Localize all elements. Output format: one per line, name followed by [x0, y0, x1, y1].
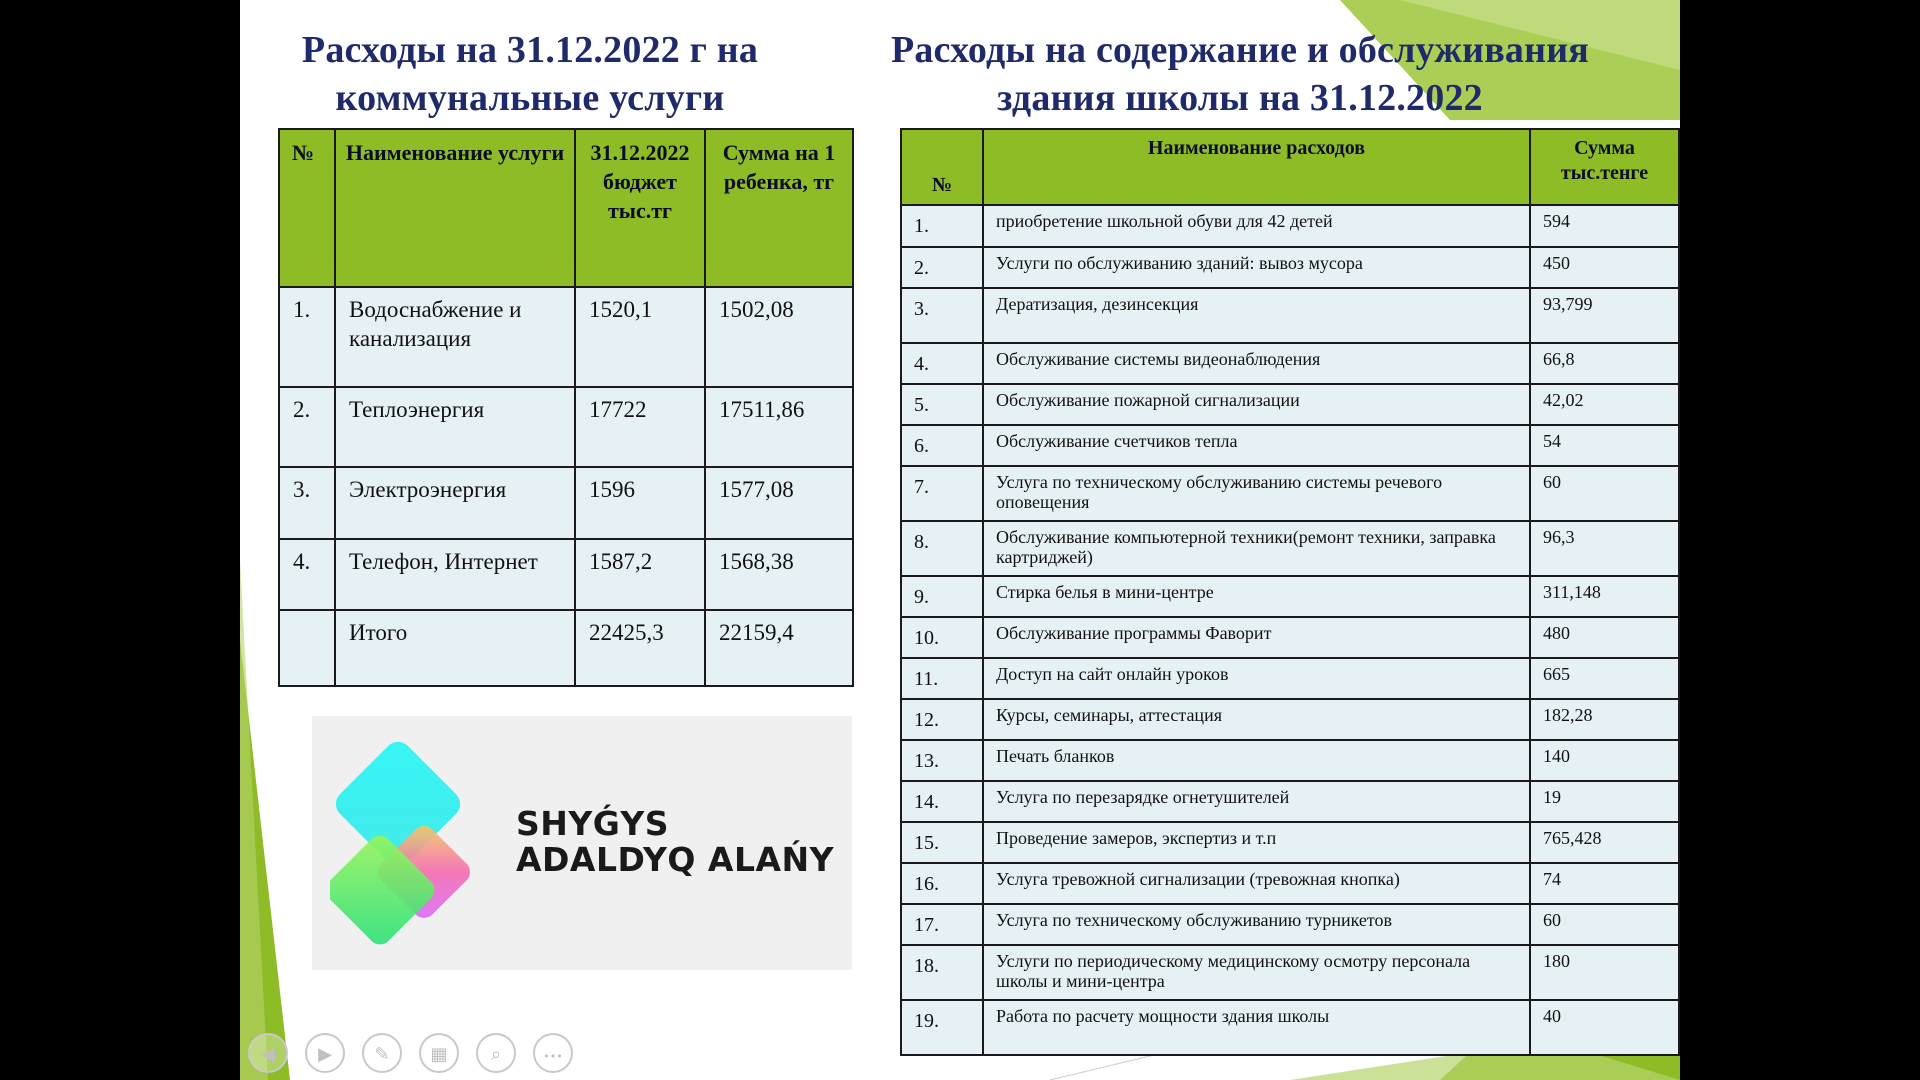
expense-name: Работа по расчету мощности здания школы [983, 1000, 1530, 1055]
expense-amount: 180 [1530, 945, 1679, 1000]
row-number: 4. [279, 539, 335, 610]
expense-amount: 480 [1530, 617, 1679, 658]
logo-line-2: ADALDYQ ALAŃY [516, 840, 835, 879]
column-header-amount: Сумма тыс.тенге [1530, 129, 1679, 205]
row-number: 6. [901, 425, 983, 466]
table-row [279, 539, 853, 610]
table-row [901, 904, 1679, 945]
service-name: Телефон, Интернет [335, 539, 575, 610]
expense-amount: 19 [1530, 781, 1679, 822]
expense-amount: 54 [1530, 425, 1679, 466]
row-number: 5. [901, 384, 983, 425]
maintenance-expenses-table [900, 128, 1680, 1056]
expense-name: Услуга по техническому обслуживанию системы речевого оповещения [983, 466, 1530, 521]
per-child-value: 17511,86 [705, 387, 853, 467]
previous-button[interactable] [248, 1033, 288, 1073]
column-header-per-child: Сумма на 1 ребенка, тг [705, 129, 853, 287]
table-header-row [901, 129, 1679, 205]
expense-name: Обслуживание счетчиков тепла [983, 425, 1530, 466]
budget-value: 1596 [575, 467, 705, 539]
table-row [901, 466, 1679, 521]
expense-amount: 42,02 [1530, 384, 1679, 425]
zoom-icon: ⌕ [490, 1044, 502, 1065]
row-number: 10. [901, 617, 983, 658]
expense-name: Услуга по техническому обслуживанию турникетов [983, 904, 1530, 945]
expense-amount: 182,28 [1530, 699, 1679, 740]
expense-name: Услуга тревожной сигнализации (тревожная кнопка) [983, 863, 1530, 904]
expense-name: Стирка белья в мини-центре [983, 576, 1530, 617]
column-header-number: № [279, 129, 335, 287]
row-number: 15. [901, 822, 983, 863]
expense-amount: 450 [1530, 247, 1679, 288]
more-icon: ••• [543, 1050, 563, 1063]
row-number: 8. [901, 521, 983, 576]
row-number: 11. [901, 658, 983, 699]
row-number: 1. [279, 287, 335, 387]
expenses-body [901, 205, 1679, 1055]
expense-amount: 60 [1530, 466, 1679, 521]
expense-amount: 140 [1530, 740, 1679, 781]
table-row [901, 1000, 1679, 1055]
expense-name: Услуги по обслуживанию зданий: вывоз мусора [983, 247, 1530, 288]
logo-wordmark [516, 806, 834, 878]
table-row [901, 699, 1679, 740]
expense-amount: 765,428 [1530, 822, 1679, 863]
more-button[interactable] [533, 1033, 573, 1073]
expense-name: Доступ на сайт онлайн уроков [983, 658, 1530, 699]
expense-name: Курсы, семинары, аттестация [983, 699, 1530, 740]
expense-name: Обслуживание программы Фаворит [983, 617, 1530, 658]
expense-amount: 74 [1530, 863, 1679, 904]
expense-name: Обслуживание пожарной сигнализации [983, 384, 1530, 425]
next-icon: ▶ [318, 1044, 332, 1065]
service-name: Электроэнергия [335, 467, 575, 539]
table-row [901, 781, 1679, 822]
per-child-value: 1577,08 [705, 467, 853, 539]
expense-amount: 66,8 [1530, 343, 1679, 384]
total-per-child-value: 22159,4 [705, 610, 853, 686]
expense-name: Услуги по периодическому медицинскому осмотру персонала школы и мини-центра [983, 945, 1530, 1000]
logo-mark-icon [330, 738, 490, 958]
slide [240, 0, 1680, 1080]
expense-amount: 665 [1530, 658, 1679, 699]
row-number: 19. [901, 1000, 983, 1055]
maintenance-title: Расходы на содержание и обслуживания здания школы на 31.12.2022 [890, 29, 1590, 119]
expense-amount: 594 [1530, 205, 1679, 247]
table-row [279, 467, 853, 539]
slides-grid-button[interactable] [419, 1033, 459, 1073]
row-number: 7. [901, 466, 983, 521]
per-child-value: 1568,38 [705, 539, 853, 610]
service-name: Теплоэнергия [335, 387, 575, 467]
expense-name: Проведение замеров, экспертиз и т.п [983, 822, 1530, 863]
table-row [901, 521, 1679, 576]
row-number: 2. [901, 247, 983, 288]
table-row [901, 945, 1679, 1000]
table-row [901, 863, 1679, 904]
utilities-title: Расходы на 31.12.2022 г на коммунальные услуги [301, 29, 759, 119]
row-number: 13. [901, 740, 983, 781]
expense-amount: 96,3 [1530, 521, 1679, 576]
table-row [901, 288, 1679, 343]
next-button[interactable] [305, 1033, 345, 1073]
total-budget-value: 22425,3 [575, 610, 705, 686]
table-header-row [279, 129, 853, 287]
expense-amount: 311,148 [1530, 576, 1679, 617]
expense-amount: 40 [1530, 1000, 1679, 1055]
utilities-table [278, 128, 854, 687]
expense-amount: 93,799 [1530, 288, 1679, 343]
budget-value: 1520,1 [575, 287, 705, 387]
total-row [279, 610, 853, 686]
expense-amount: 60 [1530, 904, 1679, 945]
table-row [901, 822, 1679, 863]
row-number: 2. [279, 387, 335, 467]
row-number [279, 610, 335, 686]
pen-icon: ✎ [374, 1044, 390, 1065]
table-row [279, 287, 853, 387]
row-number: 4. [901, 343, 983, 384]
row-number: 3. [901, 288, 983, 343]
table-row [901, 617, 1679, 658]
logo-banner [312, 716, 852, 970]
table-row [901, 247, 1679, 288]
row-number: 12. [901, 699, 983, 740]
slides-grid-icon: ▦ [430, 1044, 448, 1065]
row-number: 9. [901, 576, 983, 617]
column-header-service-name: Наименование услуги [335, 129, 575, 287]
table-row [901, 205, 1679, 247]
table-row [279, 387, 853, 467]
logo-line-1: SHYǴYS [516, 804, 670, 843]
zoom-button[interactable] [476, 1033, 516, 1073]
row-number: 3. [279, 467, 335, 539]
row-number: 16. [901, 863, 983, 904]
row-number: 18. [901, 945, 983, 1000]
budget-value: 1587,2 [575, 539, 705, 610]
expense-name: Обслуживание компьютерной техники(ремонт техники, заправка картриджей) [983, 521, 1530, 576]
pen-button[interactable] [362, 1033, 402, 1073]
previous-icon: ◀ [261, 1044, 275, 1065]
expense-name: Обслуживание системы видеонаблюдения [983, 343, 1530, 384]
table-row [901, 576, 1679, 617]
column-header-expense-name: Наименование расходов [983, 129, 1530, 205]
per-child-value: 1502,08 [705, 287, 853, 387]
expense-name: приобретение школьной обуви для 42 детей [983, 205, 1530, 247]
decor-left-wedge-light [240, 560, 268, 1080]
column-header-budget: 31.12.2022 бюджет тыс.тг [575, 129, 705, 287]
expense-name: Услуга по перезарядке огнетушителей [983, 781, 1530, 822]
table-row [901, 658, 1679, 699]
row-number: 17. [901, 904, 983, 945]
table-row [901, 343, 1679, 384]
total-label: Итого [335, 610, 575, 686]
row-number: 1. [901, 205, 983, 247]
table-row [901, 740, 1679, 781]
table-row [901, 425, 1679, 466]
column-header-number: № [901, 129, 983, 205]
budget-value: 17722 [575, 387, 705, 467]
expense-name: Дератизация, дезинсекция [983, 288, 1530, 343]
expense-name: Печать бланков [983, 740, 1530, 781]
row-number: 14. [901, 781, 983, 822]
table-row [901, 384, 1679, 425]
service-name: Водоснабжение и канализация [335, 287, 575, 387]
